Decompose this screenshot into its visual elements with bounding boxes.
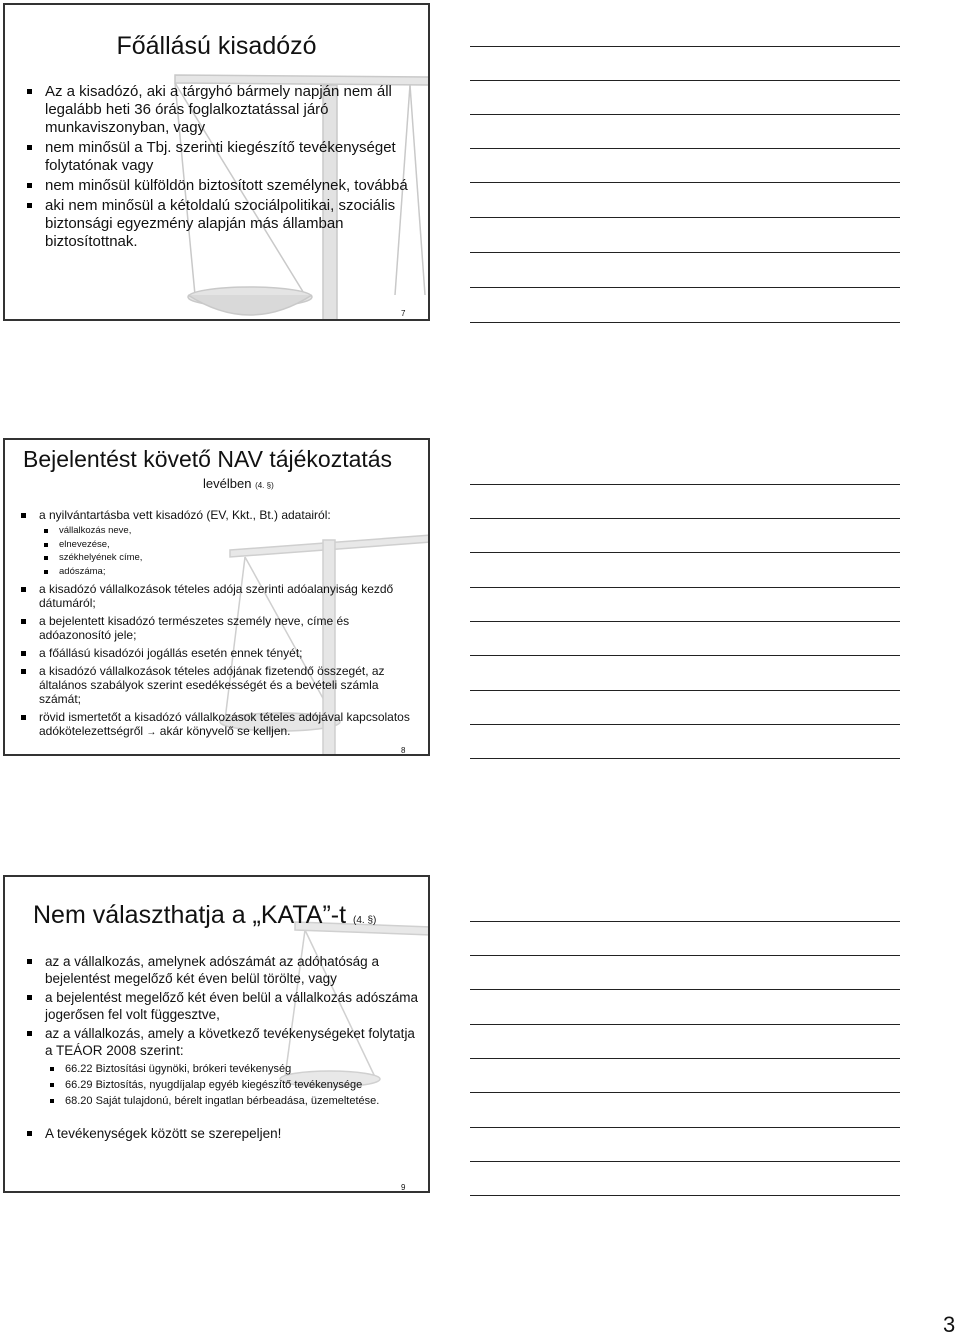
note-line (470, 587, 900, 588)
list-item: aki nem minősül a kétoldalú szociálpolitikai, szociális biztonsági egyezmény alapján más államban biztosítottnak. (23, 197, 408, 251)
arrow-right-icon: → (146, 727, 157, 738)
sub-list (39, 524, 422, 578)
list-item: a kisadózó vállalkozások tételes adójának fizetendő összegét, az általános szabályok szerint esedékességét és a bevételi számla számát; (17, 664, 422, 706)
note-line (470, 758, 900, 759)
bullet-list (17, 508, 422, 744)
slide-number: 9 (401, 1183, 406, 1192)
sub-list-item: 66.22 Biztosítási ügynöki, brókeri tevékenység (45, 1061, 418, 1077)
list-item: A tevékenységek között se szerepeljen! (23, 1125, 418, 1142)
slide-9 (3, 875, 430, 1193)
note-line (470, 148, 900, 149)
sub-list (45, 1061, 418, 1109)
slide-7 (3, 3, 430, 321)
note-line (470, 1161, 900, 1162)
note-line (470, 46, 900, 47)
list-item: nem minősül a Tbj. szerinti kiegészítő tevékenységet folytatónak vagy (23, 139, 408, 175)
slide-8 (3, 438, 430, 756)
note-line (470, 322, 900, 323)
note-line (470, 518, 900, 519)
slide-number: 7 (401, 309, 406, 318)
sub-list-item: vállalkozás neve, (39, 524, 422, 538)
note-line (470, 1127, 900, 1128)
bullet-list (23, 83, 408, 253)
note-line (470, 114, 900, 115)
bullet-list (23, 953, 418, 1144)
sub-list-item: 68.20 Saját tulajdonú, bérelt ingatlan bérbeadása, üzemeltetése. (45, 1093, 418, 1109)
list-item: a bejelentést megelőző két éven belül a vállalkozás adószáma jogerősen fel volt függesztve, (23, 989, 418, 1023)
title-reference: (4. §) (353, 915, 377, 926)
note-line (470, 484, 900, 485)
note-line (470, 1195, 900, 1196)
slide-title-text: Nem választhatja a „KATA”-t (33, 901, 347, 929)
list-item (17, 710, 422, 740)
page-number: 3 (943, 1312, 956, 1337)
list-item-tail: akár könyvelő se kelljen. (159, 724, 291, 738)
note-line (470, 80, 900, 81)
list-item-text: rövid ismertetőt a kisadózó vállalkozások tételes adójával kapcsolatos adókötelezettségről (39, 710, 410, 738)
list-item: a bejelentett kisadózó természetes személy neve, címe és adóazonosító jele; (17, 614, 422, 642)
note-line (470, 1058, 900, 1059)
subtitle-reference: (4. §) (255, 481, 274, 490)
note-line (470, 690, 900, 691)
list-item: Az a kisadózó, aki a tárgyhó bármely napján nem áll legalább heti 36 órás foglalkoztatással járó munkaviszonyban, vagy (23, 83, 408, 137)
list-item (17, 508, 422, 578)
note-line (470, 1024, 900, 1025)
list-item: a főállású kisadózói jogállás esetén ennek tényét; (17, 646, 422, 660)
slide-title: Főállású kisadózó (116, 32, 317, 60)
note-line (470, 655, 900, 656)
note-line (470, 1092, 900, 1093)
slide-number: 8 (401, 746, 406, 755)
note-line (470, 182, 900, 183)
list-item-text: az a vállalkozás, amely a következő tevékenységeket folytatja a TEÁOR 2008 szerint: (45, 1026, 415, 1058)
note-line (470, 287, 900, 288)
note-line (470, 921, 900, 922)
note-line (470, 724, 900, 725)
sub-list-item: székhelyének címe, (39, 551, 422, 565)
note-line (470, 989, 900, 990)
note-line (470, 621, 900, 622)
slide-subtitle (203, 476, 274, 491)
slide-title: Bejelentést követő NAV tájékoztatás (23, 446, 393, 472)
list-item: nem minősül külföldön biztosított személynek, továbbá (23, 177, 408, 195)
list-item-text: a nyilvántartásba vett kisadózó (EV, Kkt., Bt.) adatairól: (39, 508, 331, 522)
sub-list-item: adószáma; (39, 565, 422, 579)
sub-list-item: 66.29 Biztosítás, nyugdíjalap egyéb kiegészítő tevékenysége (45, 1077, 418, 1093)
note-line (470, 955, 900, 956)
list-item: a kisadózó vállalkozások tételes adója szerinti adóalanyiság kezdő dátumáról; (17, 582, 422, 610)
note-line (470, 217, 900, 218)
list-item (23, 1025, 418, 1109)
sub-list-item: elnevezése, (39, 538, 422, 552)
note-line (470, 552, 900, 553)
list-item: az a vállalkozás, amelynek adószámát az adóhatóság a bejelentést megelőző két éven belül törölte, vagy (23, 953, 418, 987)
subtitle-text: levélben (203, 476, 252, 491)
note-line (470, 252, 900, 253)
slide-title (33, 901, 376, 930)
